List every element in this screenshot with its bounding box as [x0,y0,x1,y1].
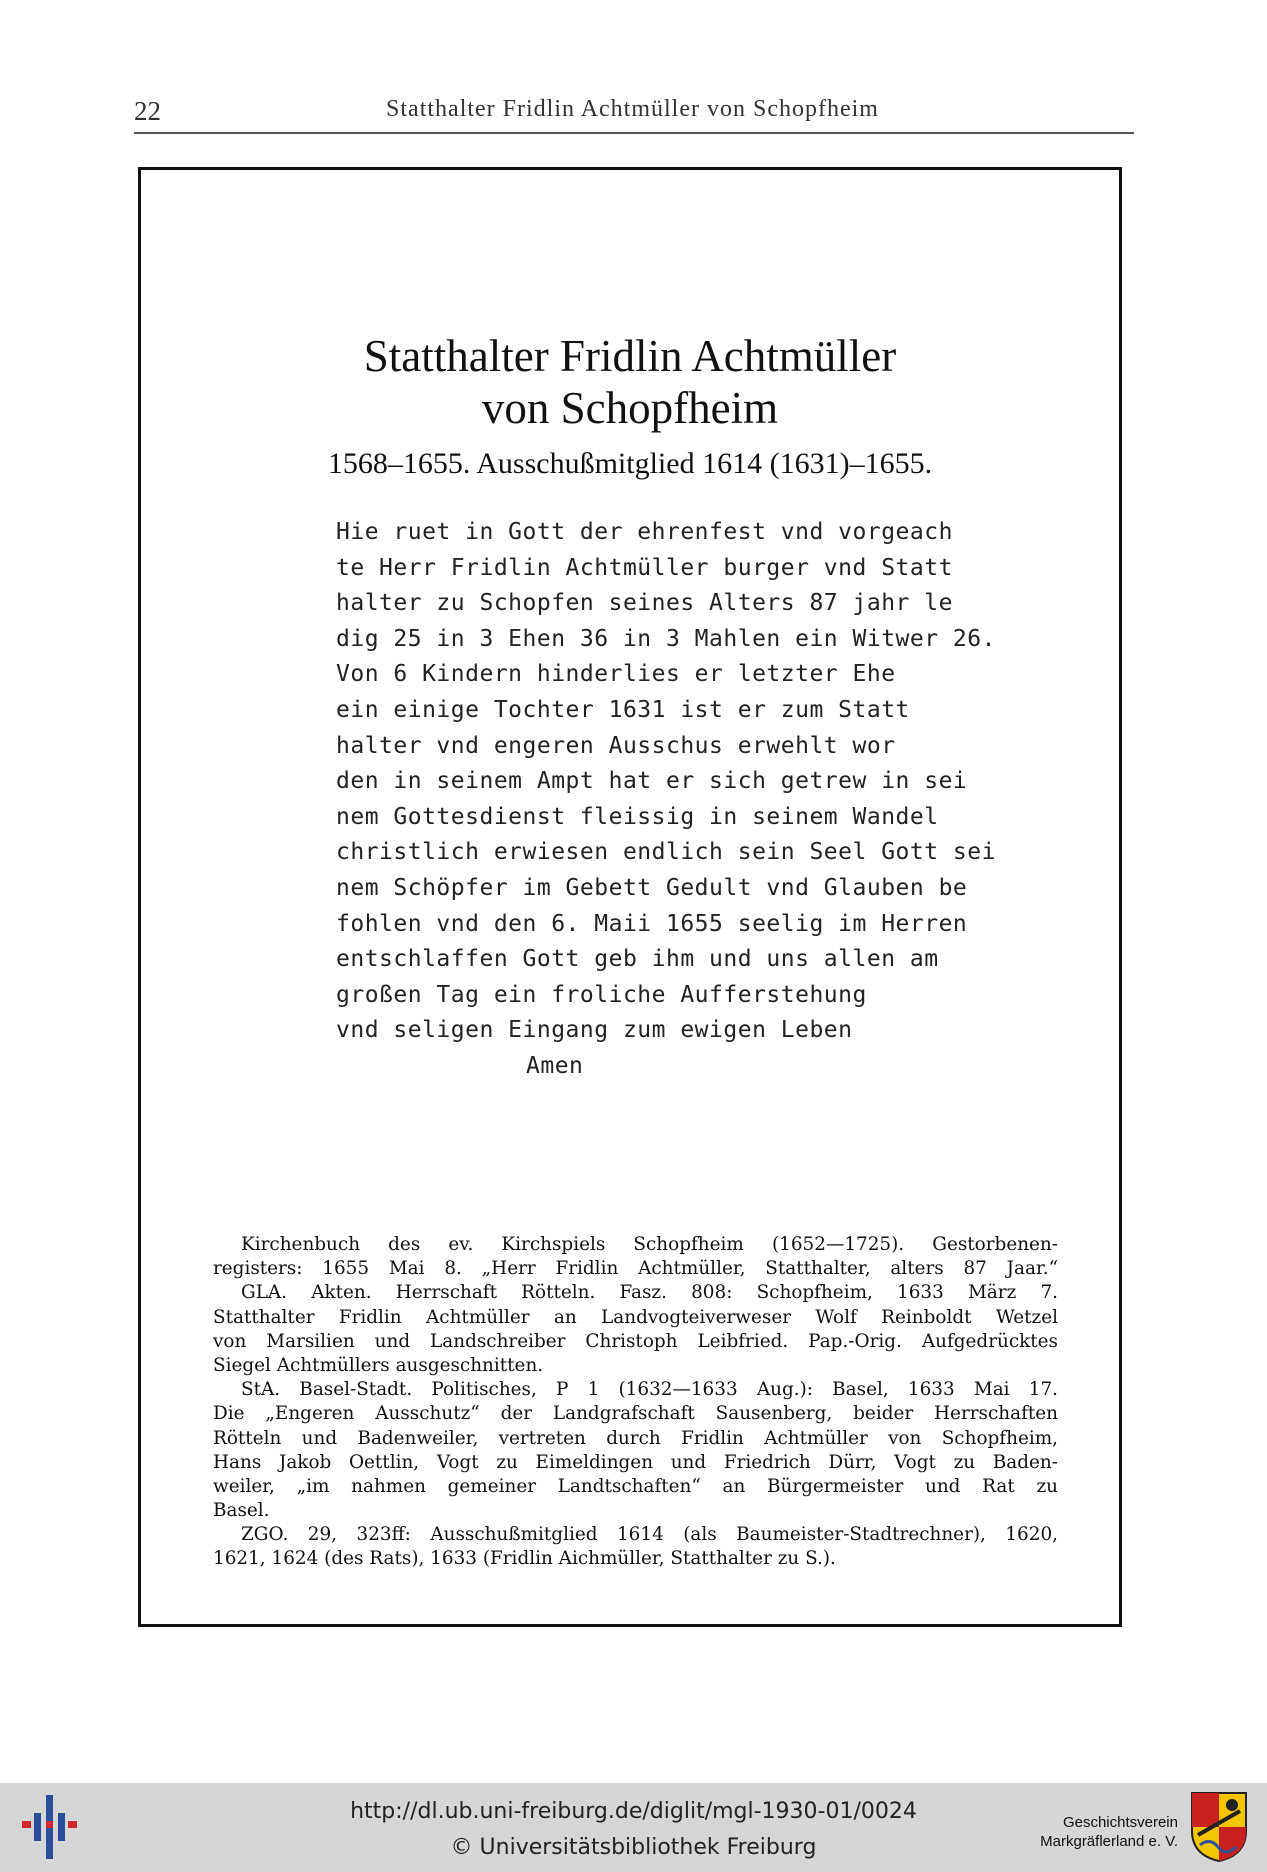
inscription-line: großen Tag ein froliche Aufferstehung [336,981,867,1008]
inscription-line: vnd seligen Eingang zum ewigen Leben [336,1017,853,1044]
source-line: Statthalter Fridlin Achtmüller an Landvogteiverweser Wolf Reinboldt Wetzel [213,1306,1058,1328]
source-line: 1621, 1624 (des Rats), 1633 (Fridlin Aichmüller, Statthalter zu S.). [213,1548,836,1570]
footer-bar [0,1783,1267,1872]
inscription-line: halter zu Schopfen seines Alters 87 jahr le [336,590,953,617]
society-line-1: Geschichtsverein [1062,1814,1178,1831]
inscription-line: fohlen vnd den 6. Maii 1655 seelig im Herren [336,910,968,937]
inscription-closing: Amen [526,1052,584,1079]
inscription-line: te Herr Fridlin Achtmüller burger vnd Statt [336,554,953,581]
source-line: GLA. Akten. Herrschaft Rötteln. Fasz. 808: Schopfheim, 1633 März 7. [241,1282,1058,1304]
inscription [336,515,996,1085]
source-line: ZGO. 29, 323ff: Ausschußmitglied 1614 (als Baumeister-Stadtrechner), 1620, [241,1524,1058,1546]
source-line: StA. Basel-Stadt. Politisches, P 1 (1632—1633 Aug.): Basel, 1633 Mai 17. [241,1379,1058,1401]
source-line: Siegel Achtmüllers ausgeschnitten. [213,1354,544,1376]
society-name [1018,1813,1178,1851]
inscription-line: christlich erwiesen endlich sein Seel Gott sei [336,839,996,866]
article-title [141,330,1119,434]
running-title: Statthalter Fridlin Achtmüller von Schopfheim [386,96,879,122]
inscription-line: halter vnd engeren Ausschus erwehlt wor [336,732,896,759]
source-line: weiler, „im nahmen gemeiner Landtschaften“ an Bürgermeister und Rat zu [213,1475,1058,1497]
article-subtitle: 1568–1655. Ausschußmitglied 1614 (1631)–1655. [327,447,933,480]
society-line-2: Markgräflerland e. V. [1040,1833,1178,1850]
footer-copyright: © Universitätsbibliothek Freiburg [450,1835,817,1860]
inscription-line: nem Gottesdienst fleissig in seinem Wandel [336,803,939,830]
source-line: Die „Engeren Ausschutz“ der Landgrafschaft Sausenberg, beider Herrschaften [213,1403,1058,1425]
title-line-2: von Schopfheim [481,383,779,433]
title-line-1: Statthalter Fridlin Achtmüller [363,331,897,381]
source-line: Kirchenbuch des ev. Kirchspiels Schopfheim (1652—1725). Gestorbenen- [241,1234,1058,1255]
source-line: registers: 1655 Mai 8. „Herr Fridlin Achtmüller, Statthalter, alters 87 Jaar.“ [213,1258,1058,1280]
inscription-line: Hie ruet in Gott der ehrenfest vnd vorgeach [336,519,953,545]
page-number: 22 [134,96,161,126]
source-line: Rötteln und Badenweiler, vertreten durch Fridlin Achtmüller von Schopfheim, [213,1427,1058,1449]
header-rule [134,132,1134,134]
page-header [130,92,1135,132]
source-line: von Marsilien und Landschreiber Christoph Leibfried. Pap.-Orig. Aufgedrücktes [213,1330,1058,1352]
coat-of-arms-icon [1190,1791,1248,1863]
source-line: Basel. [213,1500,270,1522]
inscription-line: ein einige Tochter 1631 ist er zum Statt [336,696,910,723]
inscription-line: dig 25 in 3 Ehen 36 in 3 Mahlen ein Witwer 26. [336,625,996,652]
inscription-line: Von 6 Kindern hinderlies er letzter Ehe [336,661,896,688]
inscription-line: entschlaffen Gott geb ihm und uns allen am [336,946,939,973]
inscription-line: nem Schöpfer im Gebett Gedult vnd Glauben be [336,874,968,901]
source-notes [213,1233,1058,1572]
source-line: Hans Jakob Oettlin, Vogt zu Eimeldingen und Friedrich Dürr, Vogt zu Baden- [213,1451,1058,1473]
document-frame [138,167,1122,1627]
footer-url-link[interactable]: http://dl.ub.uni-freiburg.de/diglit/mgl-1930-01/0024 [350,1799,917,1824]
inscription-line: den in seinem Ampt hat er sich getrew in sei [336,768,968,795]
